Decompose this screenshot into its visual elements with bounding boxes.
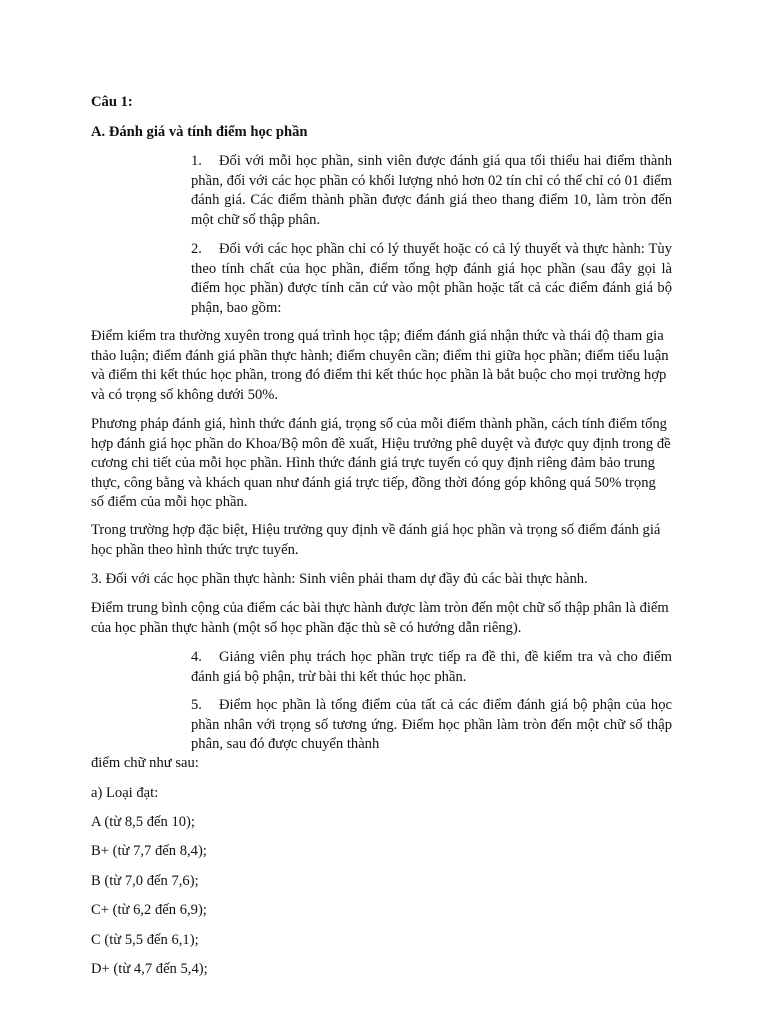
paragraph-letter-grade: điểm chữ như sau: xyxy=(91,755,199,771)
list-item-3: 3. Đối với các học phần thực hành: Sinh viên phải tham dự đầy đủ các bài thực hành. xyxy=(91,571,588,587)
paragraph-practice: Điểm trung bình cộng của điểm các bài thực hành được làm tròn đến một chữ số thập phân là điểm của học phần thực hành (một số học phần đặc thù sẽ có hướng dẫn riêng). xyxy=(91,600,669,636)
paragraph-special: Trong trường hợp đặc biệt, Hiệu trưởng quy định về đánh giá học phần và trọng số điểm đánh giá học phần theo hình thức trực tuyến. xyxy=(91,522,661,558)
list-text: Đối với các học phần chỉ có lý thuyết hoặc có cả lý thuyết và thực hành: Tùy theo tính chất của học phần, điểm tổng hợp đánh giá học phần (sau đây gọi là điểm học phần) được tính căn cứ vào một phần hoặc tất cả các điểm đánh giá bộ phận, bao gồm: xyxy=(191,241,672,316)
list-number: 5. xyxy=(191,697,202,713)
list-item-1 xyxy=(191,152,672,230)
grade-item: C+ (từ 6,2 đến 6,9); xyxy=(91,902,207,918)
list-text: Giảng viên phụ trách học phần trực tiếp ra đề thi, đề kiểm tra và cho điểm đánh giá bộ phận, trừ bài thi kết thúc học phần. xyxy=(191,649,672,685)
grade-item: C (từ 5,5 đến 6,1); xyxy=(91,932,199,948)
grade-item: B (từ 7,0 đến 7,6); xyxy=(91,873,199,889)
paragraph-methods: Phương pháp đánh giá, hình thức đánh giá, trọng số của mỗi điểm thành phần, cách tính điểm tổng hợp đánh giá học phần do Khoa/Bộ môn đề xuất, Hiệu trưởng phê duyệt và được quy định trong đề cương chi tiết của mỗi học phần. Hình thức đánh giá trực tuyến có quy định riêng đảm bảo trung thực, công bằng và khách quan như đánh giá trực tiếp, đồng thời đóng góp không quá 50% trọng số điểm của mỗi học phần. xyxy=(91,416,671,511)
list-item-2 xyxy=(191,240,672,318)
grade-item: B+ (từ 7,7 đến 8,4); xyxy=(91,843,207,859)
grade-item: A (từ 8,5 đến 10); xyxy=(91,814,195,830)
list-item-5 xyxy=(191,696,672,755)
pass-label: a) Loại đạt: xyxy=(91,785,159,801)
list-text: Đối với mỗi học phần, sinh viên được đánh giá qua tối thiểu hai điểm thành phần, đối với các học phần có khối lượng nhỏ hơn 02 tín chỉ có thể chỉ có 01 điểm đánh giá. Các điểm thành phần được đánh giá theo thang điểm 10, làm tròn đến một chữ số thập phân. xyxy=(191,153,672,228)
grade-item: D+ (từ 4,7 đến 5,4); xyxy=(91,961,208,977)
question-heading: Câu 1: xyxy=(91,94,133,110)
list-number: 2. xyxy=(191,241,202,257)
section-title: A. Đánh giá và tính điểm học phần xyxy=(91,124,308,140)
list-number: 4. xyxy=(191,649,202,665)
paragraph-components: Điểm kiểm tra thường xuyên trong quá trình học tập; điểm đánh giá nhận thức và thái độ tham gia thảo luận; điểm đánh giá phần thực hành; điểm chuyên cần; điểm thi giữa học phần; điểm tiểu luận và điểm thi kết thúc học phần, trong đó điểm thi kết thúc học phần là bắt buộc cho mọi trường hợp và có trọng số không dưới 50%. xyxy=(91,328,669,403)
list-text: Điểm học phần là tổng điểm của tất cả các điểm đánh giá bộ phận của học phần nhân với trọng số tương ứng. Điểm học phần làm tròn đến một chữ số thập phân, sau đó được chuyển thành xyxy=(191,697,672,753)
list-number: 1. xyxy=(191,153,202,169)
list-item-4 xyxy=(191,648,672,687)
